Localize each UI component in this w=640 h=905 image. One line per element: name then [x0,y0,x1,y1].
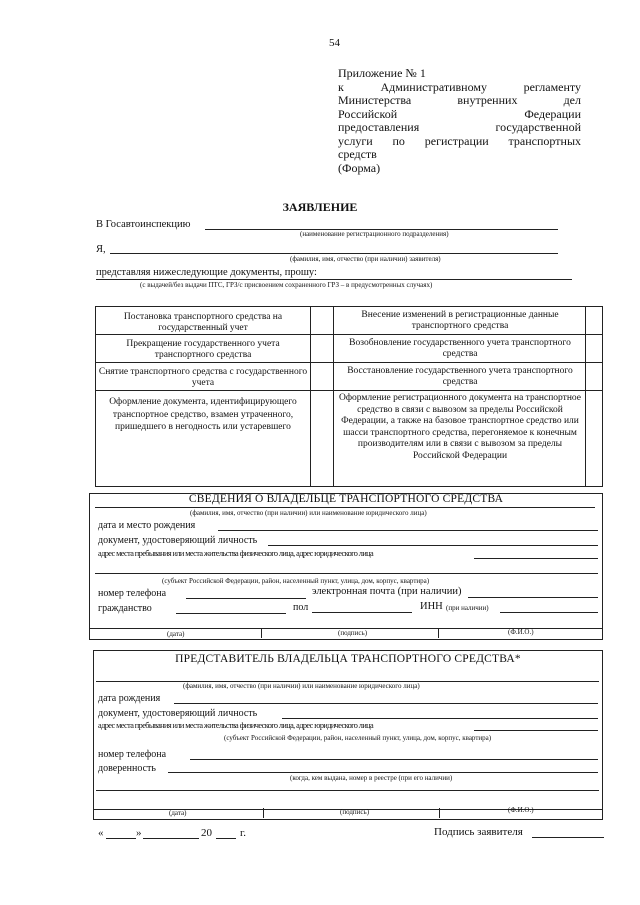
rep-address-hint: (субъект Российской Федерации, район, населенный пункт, улица, дом, корпус, квартира) [224,734,492,742]
rep-name-hint: (фамилия, имя, отчество (при наличии) или наименование юридического лица) [183,682,420,690]
option-export-document: Оформление регистрационного документа на транспортное средство в связи с вывозом за пределы Российской Федерации, а также на базовое транспортное средство или шасси транспортного средства, перегоняемое к конечным производителям или в связи с вывозом за пределы Российской Федерации [339,393,581,461]
i-field[interactable] [110,253,558,254]
appendix-line: (Форма) [338,160,381,175]
owner-inn-field[interactable] [500,612,598,613]
to-label: В Госавтоинспекцию [96,219,191,230]
footer-date-close: » [136,827,142,839]
footer-signature-label: Подпись заявителя [434,826,523,838]
rep-proxy-hint: (когда, кем выдана, номер в реестре (при его наличии) [290,774,453,782]
i-label: Я, [96,244,106,255]
owner-address-hint: (субъект Российской Федерации, район, населенный пункт, улица, дом, корпус, квартира) [162,577,430,585]
owner-inn-hint: (при наличии) [446,604,489,612]
docs-field[interactable] [96,279,572,280]
option-changes: Внесение изменений в регистрационные данные транспортного средства [361,310,559,331]
option-termination: Прекращение государственного учета транспортного средства [126,339,280,360]
owner-citizenship-label: гражданство [98,603,152,614]
option-deregistration: Снятие транспортного средства с государственного учета [98,367,308,388]
rep-address-field[interactable] [474,730,598,731]
appendix-line: предоставления государственной [338,120,581,134]
i-hint: (фамилия, имя, отчество (при наличии) заявителя) [290,255,441,263]
owner-id-label: документ, удостоверяющий личность [98,535,258,546]
rep-fio-caption: (Ф.И.О.) [508,806,534,814]
checkbox[interactable] [312,308,331,332]
document-title: ЗАЯВЛЕНИЕ [282,200,358,214]
appendix-line: Российской Федерации [338,106,581,121]
owner-sign-divider [438,628,439,638]
owner-citizenship-field[interactable] [176,613,286,614]
owner-id-field[interactable] [268,545,598,546]
docs-text: представляя нижеследующие документы, прошу: [96,267,317,278]
rep-proxy-field[interactable] [168,772,598,773]
owner-inn-label: ИНН [420,601,443,612]
owner-sign-divider [261,628,262,638]
owner-phone-field[interactable] [186,598,306,599]
option-resumption: Возобновление государственного учета транспортного средства [349,338,571,359]
owner-fio-caption: (Ф.И.О.) [508,628,534,636]
rep-id-label: документ, удостоверяющий личность [98,708,258,719]
appendix-line: Приложение № 1 [338,66,426,80]
appendix-line: средств [338,147,377,161]
footer-year: 20 [201,827,212,839]
rep-birth-label: дата рождения [98,693,161,704]
rep-id-field[interactable] [282,718,598,719]
footer-month-field[interactable] [143,838,199,839]
owner-signature-caption: (подпись) [338,629,368,637]
options-row-line [95,334,603,335]
rep-date-caption: (дата) [169,809,187,817]
options-row-line [95,362,603,363]
to-hint: (наименование регистрационного подразделения) [300,230,449,238]
rep-sign-divider [263,808,264,818]
owner-address-label: адрес места пребывания или места жительства физического лица, адрес юридического лица [98,549,374,558]
option-restoration: Восстановление государственного учета транспортного средства [347,366,573,387]
rep-phone-field[interactable] [190,759,598,760]
owner-address-field-2[interactable] [95,573,598,574]
footer-year-field[interactable] [216,838,236,839]
owner-name-field[interactable] [95,507,595,508]
footer-date-open: « [98,827,104,839]
owner-phone-label: номер телефона [98,588,167,599]
appendix-line: к Административному регламенту [338,79,581,94]
owner-birth-field[interactable] [218,530,598,531]
appendix-line: услуги по регистрации транспортных [338,133,581,148]
owner-email-field[interactable] [468,597,598,598]
rep-sign-divider [439,808,440,818]
owner-address-field[interactable] [474,558,598,559]
rep-address-label: адрес места пребывания или места жительства физического лица, адрес юридического лица [98,721,374,730]
footer-year-suffix: г. [240,827,247,839]
owner-email-label: электронная почта (при наличии) [312,586,462,597]
owner-sex-label: пол [293,602,309,613]
owner-name-hint: (фамилия, имя, отчество (при наличии) или наименование юридического лица) [190,509,427,517]
rep-birth-field[interactable] [174,703,598,704]
appendix-block [338,67,581,175]
rep-signature-caption: (подпись) [340,808,370,816]
footer-day-field[interactable] [106,838,136,839]
docs-hint: (с выдачей/без выдачи ПТС, ГРЗ/с присвоением сохраненного ГРЗ – в предусмотренных случаях) [140,281,433,289]
option-duplicate-document: Оформление документа, идентифицирующего транспортное средство, взамен утраченного, пришедшего в негодность или устаревшего [109,397,297,432]
owner-birth-label: дата и место рождения [98,520,196,531]
owner-date-caption: (дата) [167,630,185,638]
footer-signature-field[interactable] [532,837,604,838]
owner-sex-field[interactable] [312,612,412,613]
options-row-line [95,390,603,391]
appendix-line: Министерства внутренних дел [338,93,581,107]
rep-title: ПРЕДСТАВИТЕЛЬ ВЛАДЕЛЬЦА ТРАНСПОРТНОГО СРЕДСТВА* [175,653,521,665]
owner-title: СВЕДЕНИЯ О ВЛАДЕЛЬЦЕ ТРАНСПОРТНОГО СРЕДСТВА [188,493,504,505]
rep-proxy-label: доверенность [98,763,156,774]
rep-phone-label: номер телефона [98,749,167,760]
option-registration: Постановка транспортного средства на государственный учет [123,312,283,333]
rep-proxy-field-2[interactable] [96,790,599,791]
page-number: 54 [329,37,340,49]
checkbox[interactable] [587,308,600,332]
